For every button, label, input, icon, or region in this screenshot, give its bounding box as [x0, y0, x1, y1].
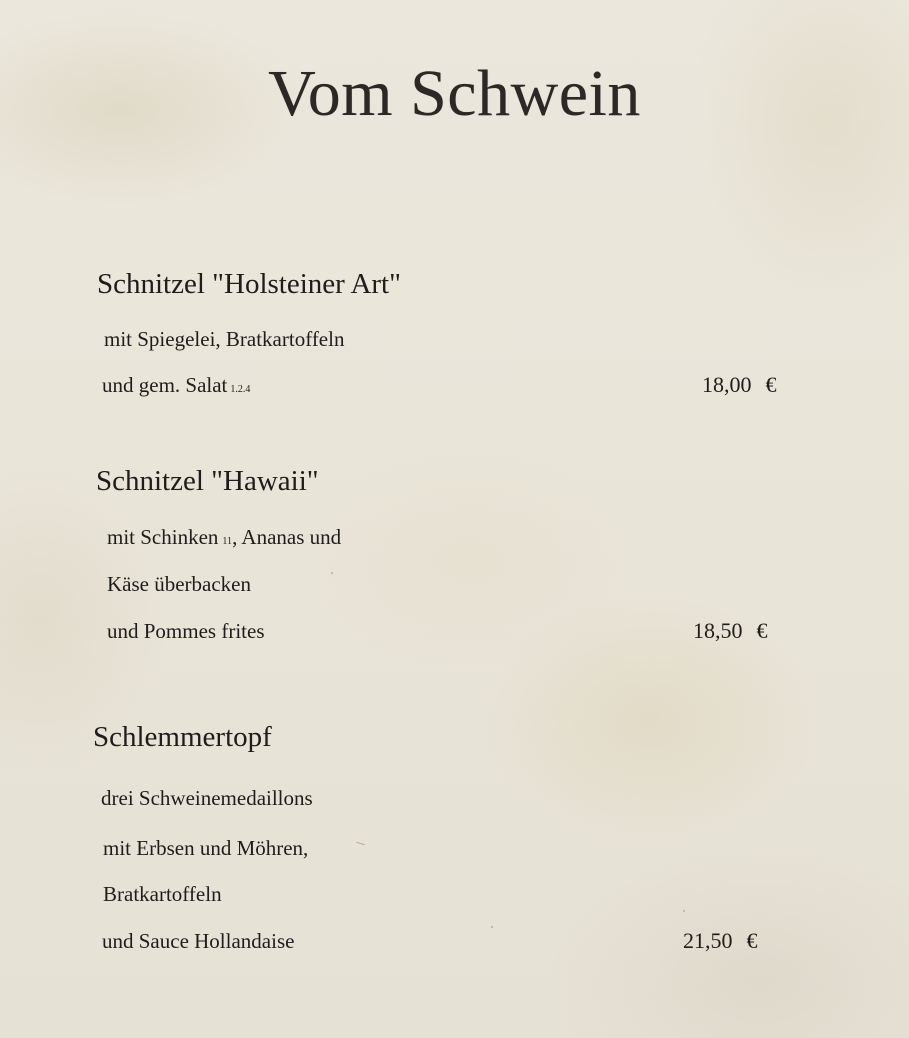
dish-description-line: und Pommes frites [107, 619, 265, 643]
dish-name: Schnitzel "Holsteiner Art" [97, 268, 401, 300]
paper-speck [683, 910, 685, 912]
dish-description-line: mit Spiegelei, Bratkartoffeln [104, 327, 345, 351]
dish-description-line: und Sauce Hollandaise [102, 929, 295, 953]
dish-description-line: mit Erbsen und Möhren, [103, 836, 309, 860]
dish-price: 18,00 € [702, 372, 777, 397]
currency-symbol: € [756, 618, 768, 643]
dish-description-line: und gem. Salat 1.2.4 [102, 373, 251, 397]
paper-speck [491, 926, 493, 928]
dish-description-line: drei Schweinemedaillons [101, 786, 313, 810]
page-title: Vom Schwein [268, 57, 641, 130]
dish-price: 21,50 € [683, 928, 758, 953]
currency-symbol: € [746, 928, 758, 953]
dish-price: 18,50 € [693, 618, 768, 643]
dish-description-line: mit Schinken 11, Ananas und [107, 525, 342, 549]
paper-speck [356, 842, 365, 846]
dish-description-line: Käse überbacken [107, 572, 252, 596]
allergen-note: 11 [222, 536, 233, 547]
paper-speck [331, 572, 333, 574]
allergen-note: 1.2.4 [230, 384, 251, 395]
dish-description-line: Bratkartoffeln [103, 882, 222, 906]
dish-name: Schlemmertopf [93, 721, 272, 753]
currency-symbol: € [765, 372, 777, 397]
dish-name: Schnitzel "Hawaii" [96, 465, 319, 497]
